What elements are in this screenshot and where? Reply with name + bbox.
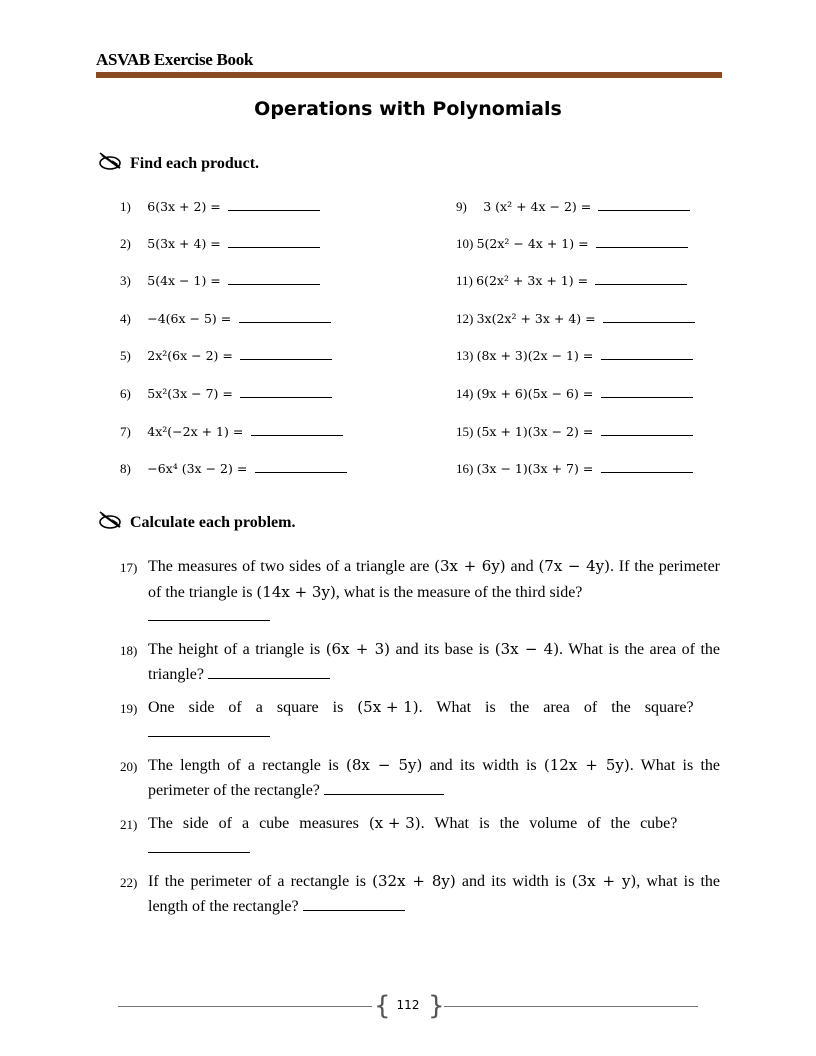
product-item-16: [456, 461, 693, 477]
item-expression: (3x − 1)(3x + 7) =: [476, 461, 594, 476]
answer-blank[interactable]: [240, 386, 332, 398]
problem-number: 19): [120, 701, 138, 716]
item-number: 13): [456, 348, 474, 363]
section-heading-products: [98, 151, 259, 176]
answer-blank[interactable]: [239, 311, 331, 323]
answer-blank[interactable]: [228, 199, 320, 211]
product-item-1: [120, 199, 320, 215]
item-number: 11): [456, 273, 473, 288]
problem-number: 21): [120, 817, 138, 832]
item-number: 5): [120, 348, 131, 363]
product-item-7: [120, 424, 343, 440]
item-number: 10): [456, 236, 474, 251]
page-number: 112: [396, 998, 420, 1012]
item-expression: 3x(2x² + 3x + 4) =: [476, 311, 596, 326]
math-expression: (7x − 4y): [538, 557, 610, 575]
pencil-icon: [98, 151, 130, 176]
problem-text: and its width is: [455, 873, 572, 890]
product-item-9: [456, 199, 690, 215]
item-expression: 3 (x² + 4x − 2) =: [483, 199, 592, 214]
answer-blank[interactable]: [601, 461, 693, 473]
product-item-14: [456, 386, 693, 402]
answer-blank[interactable]: [596, 236, 688, 248]
problem-text: One side of a square is: [148, 699, 358, 716]
problem-text: The height of a triangle is: [148, 641, 326, 658]
answer-blank[interactable]: [251, 424, 343, 436]
problem-text: , what is the length of the rectangle?: [148, 873, 720, 915]
math-expression: (8x − 5y): [346, 756, 423, 774]
product-item-5: [120, 348, 332, 364]
problem-text: The length of a rectangle is: [148, 757, 347, 774]
word-problem-20: [148, 753, 720, 803]
item-number: 4): [120, 311, 131, 326]
problem-number: 17): [120, 560, 138, 575]
word-problem-17: [148, 554, 720, 630]
item-number: 6): [120, 386, 131, 401]
answer-blank[interactable]: [601, 348, 693, 360]
item-expression: 5(2x² − 4x + 1) =: [476, 236, 589, 251]
product-item-8: [120, 461, 347, 477]
item-number: 12): [456, 311, 474, 326]
item-expression: 4x²(−2x + 1) =: [147, 424, 244, 439]
item-number: 9): [456, 199, 467, 214]
answer-blank[interactable]: [598, 199, 690, 211]
problem-text: . If the perimeter of the triangle is: [148, 558, 720, 601]
answer-blank[interactable]: [228, 273, 320, 285]
item-expression: (5x + 1)(3x − 2) =: [476, 424, 594, 439]
word-problem-19: [148, 695, 720, 745]
item-number: 14): [456, 386, 474, 401]
item-expression: (9x + 6)(5x − 6) =: [476, 386, 594, 401]
answer-blank[interactable]: [603, 311, 695, 323]
item-number: 2): [120, 236, 131, 251]
answer-blank[interactable]: [148, 839, 250, 853]
item-number: 1): [120, 199, 131, 214]
answer-blank[interactable]: [228, 236, 320, 248]
answer-blank[interactable]: [324, 781, 444, 795]
product-item-4: [120, 311, 331, 327]
item-expression: 5(4x − 1) =: [147, 273, 221, 288]
book-title: ASVAB Exercise Book: [96, 50, 254, 69]
item-expression: −4(6x − 5) =: [147, 311, 232, 326]
math-expression: (14x + 3y): [256, 582, 336, 601]
answer-blank[interactable]: [303, 897, 405, 911]
item-number: 15): [456, 424, 474, 439]
problem-text: . What is the area of the triangle?: [148, 641, 720, 683]
problem-text: . What is the perimeter of the rectangle?: [148, 757, 721, 799]
item-number: 7): [120, 424, 131, 439]
math-expression: (6x + 3): [325, 640, 391, 658]
item-expression: 5x²(3x − 7) =: [147, 386, 233, 401]
product-item-10: [456, 236, 688, 252]
item-number: 16): [456, 461, 474, 476]
product-item-2: [120, 236, 320, 252]
section-heading-label: Find each product.: [130, 154, 260, 172]
math-expression: (12x + 5y): [543, 756, 630, 774]
answer-blank[interactable]: [240, 348, 332, 360]
problem-number: 18): [120, 643, 138, 658]
product-item-6: [120, 386, 332, 402]
problem-text: . What is the area of the square?: [418, 699, 694, 716]
problem-text: and: [505, 558, 539, 575]
math-expression: (x + 3): [368, 814, 421, 832]
problem-text: If the perimeter of a rectangle is: [148, 873, 373, 890]
item-expression: (8x + 3)(2x − 1) =: [476, 348, 594, 363]
bracket-right-icon: }: [428, 991, 445, 1021]
header-rule: [96, 72, 722, 78]
item-number: 3): [120, 273, 131, 288]
footer-rule-left: [118, 1006, 372, 1007]
answer-blank[interactable]: [601, 386, 693, 398]
item-expression: 6(2x² + 3x + 1) =: [476, 273, 589, 288]
problem-text: and its width is: [422, 757, 544, 774]
answer-blank[interactable]: [601, 424, 693, 436]
item-expression: 2x²(6x − 2) =: [147, 348, 233, 363]
answer-blank[interactable]: [595, 273, 687, 285]
problem-text: The side of a cube measures: [148, 815, 369, 832]
product-item-11: [456, 273, 687, 289]
problem-text: The measures of two sides of a triangle are: [148, 558, 435, 575]
problem-number: 22): [120, 875, 138, 890]
item-expression: 5(3x + 4) =: [147, 236, 221, 251]
word-problem-21: [148, 811, 720, 861]
product-item-12: [456, 311, 695, 327]
answer-blank[interactable]: [255, 461, 347, 473]
word-problem-18: [148, 637, 720, 687]
pencil-icon: [98, 510, 130, 535]
math-expression: (5x + 1): [357, 698, 419, 716]
answer-blank[interactable]: [208, 665, 330, 679]
item-expression: −6x⁴ (3x − 2) =: [147, 461, 248, 476]
word-problem-22: [148, 869, 720, 919]
section-heading-label: Calculate each problem.: [130, 513, 296, 531]
problem-text: , what is the measure of the third side?: [335, 583, 583, 601]
problem-text: . What is the volume of the cube?: [420, 815, 678, 832]
footer-rule-right: [444, 1006, 698, 1007]
item-expression: 6(3x + 2) =: [147, 199, 221, 214]
item-number: 8): [120, 461, 131, 476]
bracket-left-icon: {: [374, 991, 391, 1021]
product-item-3: [120, 273, 320, 289]
problem-text: and its base is: [390, 641, 495, 658]
math-expression: (3x + y): [571, 872, 637, 890]
page-title: Operations with Polynomials: [254, 98, 562, 120]
product-item-15: [456, 424, 693, 440]
answer-blank[interactable]: [148, 723, 270, 737]
problem-number: 20): [120, 759, 138, 774]
product-item-13: [456, 348, 693, 364]
math-expression: (3x + 6y): [434, 557, 506, 575]
section-heading-calculate: [98, 510, 295, 535]
math-expression: (3x − 4): [494, 640, 560, 658]
answer-blank[interactable]: [148, 607, 270, 621]
math-expression: (32x + 8y): [372, 872, 456, 890]
